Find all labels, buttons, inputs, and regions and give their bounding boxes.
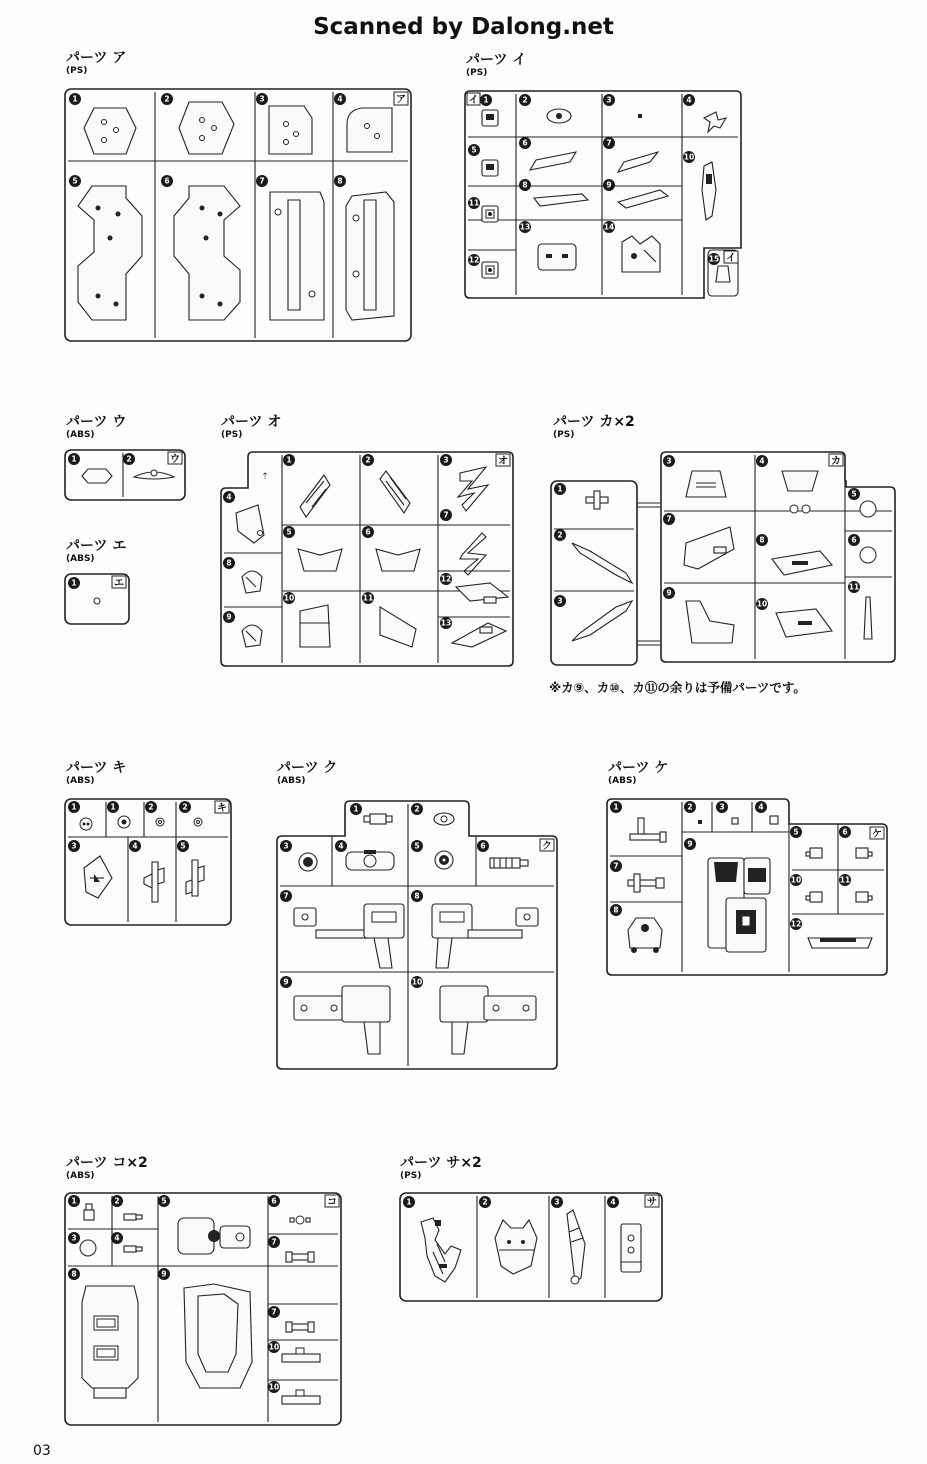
sprue-o-material: (PS)	[221, 430, 243, 440]
part-number-badge: 6	[271, 1196, 277, 1206]
part-number-badge: 6	[851, 535, 857, 545]
part-number-badge: 9	[606, 180, 612, 190]
part-number-badge: 13	[519, 222, 531, 232]
part-number-badge: 2	[182, 802, 188, 812]
part-number-badge: 11	[839, 875, 851, 885]
runner-tag: コ	[327, 1197, 337, 1208]
part-number-badge: 4	[338, 841, 344, 851]
part-number-badge: 3	[71, 841, 77, 851]
part-number-badge: 11	[468, 198, 480, 208]
runner-tag: エ	[114, 578, 124, 589]
sprue-ku-label	[277, 760, 337, 787]
runner-tag: カ	[831, 456, 841, 467]
part-number-badge: 3	[554, 1197, 560, 1207]
part-number-badge: 2	[114, 1196, 120, 1206]
sprue-ka-label	[553, 414, 635, 441]
part-number-badge: 8	[226, 558, 232, 568]
part-number-badge: 6	[164, 176, 170, 186]
runner-tag: サ	[647, 1197, 657, 1208]
sprue-ke	[606, 798, 888, 976]
part-number-badge: 4	[114, 1233, 120, 1243]
part-number-badge: 1	[557, 484, 563, 494]
part-number-badge: 5	[180, 841, 186, 851]
part-number-badge: 11	[848, 582, 860, 592]
sprue-a-label	[66, 50, 126, 77]
part-number-badge: 4	[132, 841, 138, 851]
part-number-badge: 4	[337, 94, 343, 104]
part-number-badge: 4	[759, 456, 765, 466]
part-number-badge: 11	[362, 593, 374, 603]
runner-tag: オ	[498, 456, 508, 467]
sprue-e	[64, 573, 130, 625]
part-number-badge: 2	[148, 802, 154, 812]
runner-tag: キ	[217, 803, 227, 814]
sprue-ko	[64, 1192, 342, 1426]
part-number-badge: 10	[268, 1342, 280, 1352]
sprue-a	[64, 88, 412, 342]
part-number-badge: 1	[110, 802, 116, 812]
sprue-u-material: (ABS)	[66, 430, 95, 440]
runner-tag: ク	[542, 841, 552, 852]
part-number-badge: 3	[666, 456, 672, 466]
part-number-badge: 2	[164, 94, 170, 104]
spare-parts-note: ※カ⑨、カ⑩、カ⑪の余りは予備パーツです。	[549, 680, 806, 695]
sprue-ki-title: パーツ キ	[66, 760, 127, 776]
sprue-ke-title: パーツ ケ	[608, 760, 669, 776]
sprue-ki-material: (ABS)	[66, 776, 95, 786]
sprue-ku-material: (ABS)	[277, 776, 306, 786]
part-number-badge: 7	[666, 514, 672, 524]
sprue-ka-title: パーツ カ×2	[553, 414, 635, 430]
part-number-badge: 5	[851, 489, 857, 499]
part-number-badge: 1	[483, 95, 489, 105]
sprue-ko-title: パーツ コ×2	[66, 1155, 148, 1171]
part-number-badge: 4	[758, 802, 764, 812]
part-number-badge: 3	[557, 596, 563, 606]
part-number-badge: 3	[719, 802, 725, 812]
part-number-badge: 7	[443, 510, 449, 520]
part-number-badge: 5	[72, 176, 78, 186]
sprue-ko-material: (ABS)	[66, 1171, 95, 1181]
part-number-badge: 1	[71, 578, 77, 588]
sprue-ko-label	[66, 1155, 148, 1182]
part-number-badge: 13	[440, 618, 452, 628]
part-number-badge: 10	[756, 599, 768, 609]
part-number-badge: 8	[613, 905, 619, 915]
part-number-badge: 8	[71, 1269, 77, 1279]
sprue-ku-title: パーツ ク	[277, 760, 338, 776]
part-number-badge: 12	[440, 574, 452, 584]
part-number-badge: 7	[606, 138, 612, 148]
part-number-badge: 5	[286, 527, 292, 537]
part-number-badge: 3	[443, 455, 449, 465]
part-number-badge: 6	[522, 138, 528, 148]
sprue-i-label	[466, 52, 526, 79]
part-number-badge: 9	[687, 839, 693, 849]
part-number-badge: 3	[259, 94, 265, 104]
sprue-o-title: パーツ オ	[221, 414, 282, 430]
part-number-badge: 14	[603, 222, 615, 232]
part-number-badge: 7	[271, 1237, 277, 1247]
sprue-u-label	[66, 414, 126, 441]
part-number-badge: 8	[759, 535, 765, 545]
sprue-sa-material: (PS)	[400, 1171, 422, 1181]
sprue-i-title: パーツ イ	[466, 52, 527, 68]
sprue-e-title: パーツ エ	[66, 538, 127, 554]
part-number-badge: 6	[365, 527, 371, 537]
sprue-ku	[276, 800, 560, 1070]
part-number-badge: 9	[161, 1269, 167, 1279]
part-number-badge: 3	[606, 95, 612, 105]
sprue-ke-material: (ABS)	[608, 776, 637, 786]
part-number-badge: 3	[71, 1233, 77, 1243]
sprue-u	[64, 449, 186, 501]
part-number-badge: 10	[790, 875, 802, 885]
part-number-badge: 5	[414, 841, 420, 851]
sprue-o	[220, 451, 514, 667]
part-number-badge: 1	[353, 804, 359, 814]
part-number-badge: 1	[613, 802, 619, 812]
runner-tag: ウ	[170, 454, 180, 465]
part-number-badge: 3	[283, 841, 289, 851]
part-number-badge: 1	[71, 454, 77, 464]
part-number-badge: 6	[842, 827, 848, 837]
part-number-badge: 10	[683, 152, 695, 162]
part-number-badge: 2	[687, 802, 693, 812]
sprue-sa	[399, 1192, 663, 1302]
part-number-badge: 1	[406, 1197, 412, 1207]
runner-tag: ア	[396, 94, 406, 106]
sprue-a-material: (PS)	[66, 66, 88, 76]
part-number-badge: 2	[522, 95, 528, 105]
part-number-badge: 2	[557, 530, 563, 540]
runner-tag: ケ	[872, 829, 882, 840]
part-number-badge: 4	[226, 492, 232, 502]
part-number-badge: 15	[708, 254, 720, 264]
svg-text:⇡: ⇡	[261, 472, 269, 482]
sprue-u-title: パーツ ウ	[66, 414, 127, 430]
sprue-ka	[550, 451, 896, 667]
part-number-badge: 4	[686, 95, 692, 105]
sprue-o-label	[221, 414, 281, 441]
part-number-badge: 9	[283, 977, 289, 987]
part-number-badge: 5	[471, 145, 477, 155]
part-number-badge: 1	[72, 94, 78, 104]
sprue-ke-label	[608, 760, 668, 787]
part-number-badge: 2	[126, 454, 132, 464]
part-number-badge: 7	[283, 891, 289, 901]
runner-tag: イ	[726, 253, 736, 264]
part-number-badge: 9	[666, 588, 672, 598]
part-number-badge: 1	[71, 802, 77, 812]
page-number: 03	[33, 1443, 51, 1459]
part-number-badge: 2	[365, 455, 371, 465]
runner-tag: イ	[468, 95, 479, 106]
part-number-badge: 12	[790, 919, 802, 929]
part-number-badge: 5	[793, 827, 799, 837]
part-number-badge: 2	[414, 804, 420, 814]
part-number-badge: 2	[482, 1197, 488, 1207]
part-number-badge: 8	[414, 891, 420, 901]
sprue-sa-title: パーツ サ×2	[400, 1155, 482, 1171]
sprue-i-material: (PS)	[466, 68, 488, 78]
part-number-badge: 4	[610, 1197, 616, 1207]
sprue-i	[464, 90, 742, 300]
sprue-e-label	[66, 538, 126, 565]
sprue-sa-label	[400, 1155, 482, 1182]
part-number-badge: 8	[522, 180, 528, 190]
sprue-ka-material: (PS)	[553, 430, 575, 440]
part-number-badge: 10	[283, 593, 295, 603]
part-number-badge: 9	[226, 612, 232, 622]
part-number-badge: 7	[259, 176, 265, 186]
watermark: Scanned by Dalong.net	[313, 14, 614, 40]
part-number-badge: 5	[161, 1196, 167, 1206]
sprue-e-material: (ABS)	[66, 554, 95, 564]
part-number-badge: 7	[271, 1307, 277, 1317]
sprue-a-title: パーツ ア	[66, 50, 127, 66]
part-number-badge: 10	[411, 977, 423, 987]
part-number-badge: 10	[268, 1382, 280, 1392]
part-number-badge: 6	[480, 841, 486, 851]
sprue-ki-label	[66, 760, 126, 787]
part-number-badge: 1	[286, 455, 292, 465]
part-number-badge: 7	[613, 861, 619, 871]
part-number-badge: 8	[337, 176, 343, 186]
part-number-badge: 1	[71, 1196, 77, 1206]
sprue-ki	[64, 798, 232, 926]
part-number-badge: 12	[468, 255, 480, 265]
